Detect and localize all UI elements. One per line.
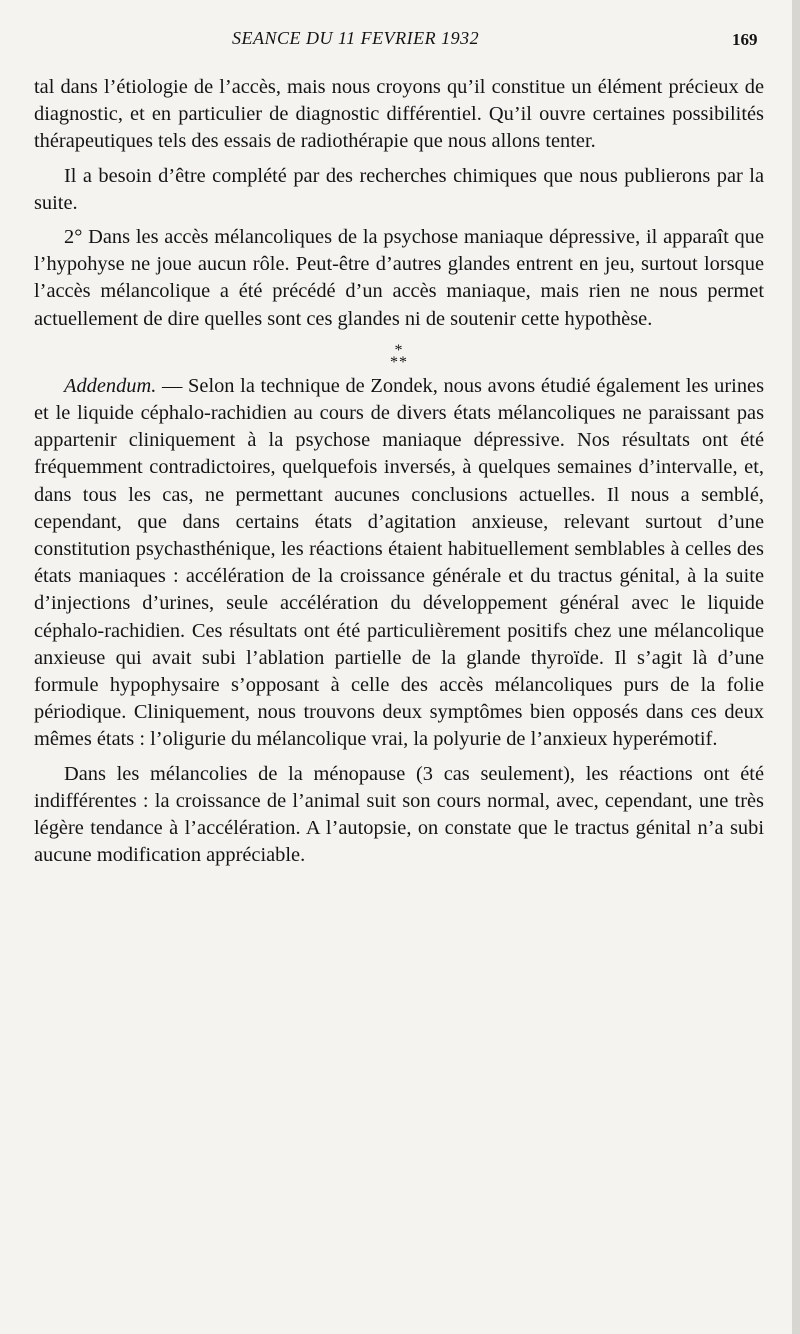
paragraph-melancholic-episodes: 2° Dans les accès mélancoliques de la psychose maniaque dépressive, il apparaît que l’hypohyse ne joue aucun rôle. Peut-être d’autres glandes entrent en jeu, surtout lorsque l’accès mélancolique a été précédé d’un accès maniaque, mais rien ne nous permet actuellement de dire quelles sont ces glandes ni de soutenir cette hypothèse.: [34, 226, 764, 330]
paragraph-chemical-research: Il a besoin d’être complété par des recherches chimiques que nous publierons par la suite.: [34, 164, 764, 214]
running-header: [0, 28, 800, 58]
asterism-top: *: [394, 341, 404, 359]
body-text: [34, 74, 764, 869]
paragraph-continuation: tal dans l’étiologie de l’accès, mais nous croyons qu’il constitue un élément précieux de diagnostic, et en particulier de diagnostic différentiel. Qu’il ouvre certaines possibilités thérapeutiques tels des essais de radiothérapie que nous allons tenter.: [34, 76, 764, 153]
paragraph-addendum: [34, 373, 764, 754]
asterism-separator: [34, 333, 764, 373]
addendum-text: — Selon la technique de Zondek, nous avons étudié également les urines et le liquide céphalo-rachidien au cours de divers états mélancoliques ne paraissant pas appartenir cliniquement à la psychose maniaque dépressive. Nos résultats ont été fréquemment contradictoires, quelquefois inversés, à quelques semaines d’intervalle, et, dans tous les cas, ne permettant aucunes conclusions actuelles. Il nous a semblé, cependant, que dans certains états d’agitation anxieuse, relevant surtout d’une constitution psychasthénique, les réactions étaient habituellement semblables à celles des états maniaques : accélération de la croissance générale et du tractus génital, à la suite d’injections d’urines, seule accélération du développement général avec le liquide céphalo-rachidien. Ces résultats ont été particulièrement positifs chez une mélancolique anxieuse qui avait subi l’ablation partielle de la glande thyroïde. Il s’agit là d’une formule hypophysaire s’opposant à celle des accès mélancoliques purs de la folie périodique. Cliniquement, nous trouvons deux symptômes bien opposés dans ces deux mêmes états : l’oligurie du mélancolique vrai, la polyurie de l’anxieux hyperémotif.: [34, 374, 764, 751]
paragraph-menopause: Dans les mélancolies de la ménopause (3 cas seulement), les réactions ont été indifférentes : la croissance de l’animal suit son cours normal, avec, cependant, une très légère tendance à l’accélération. A l’autopsie, on constate que le tractus génital n’a subi aucune modification appréciable.: [34, 762, 764, 867]
header-title: SEANCE DU 11 FEVRIER 1932: [232, 28, 480, 48]
page-number: 169: [732, 30, 758, 49]
asterism-bottom: **: [390, 353, 408, 371]
addendum-label: Addendum.: [64, 374, 157, 397]
